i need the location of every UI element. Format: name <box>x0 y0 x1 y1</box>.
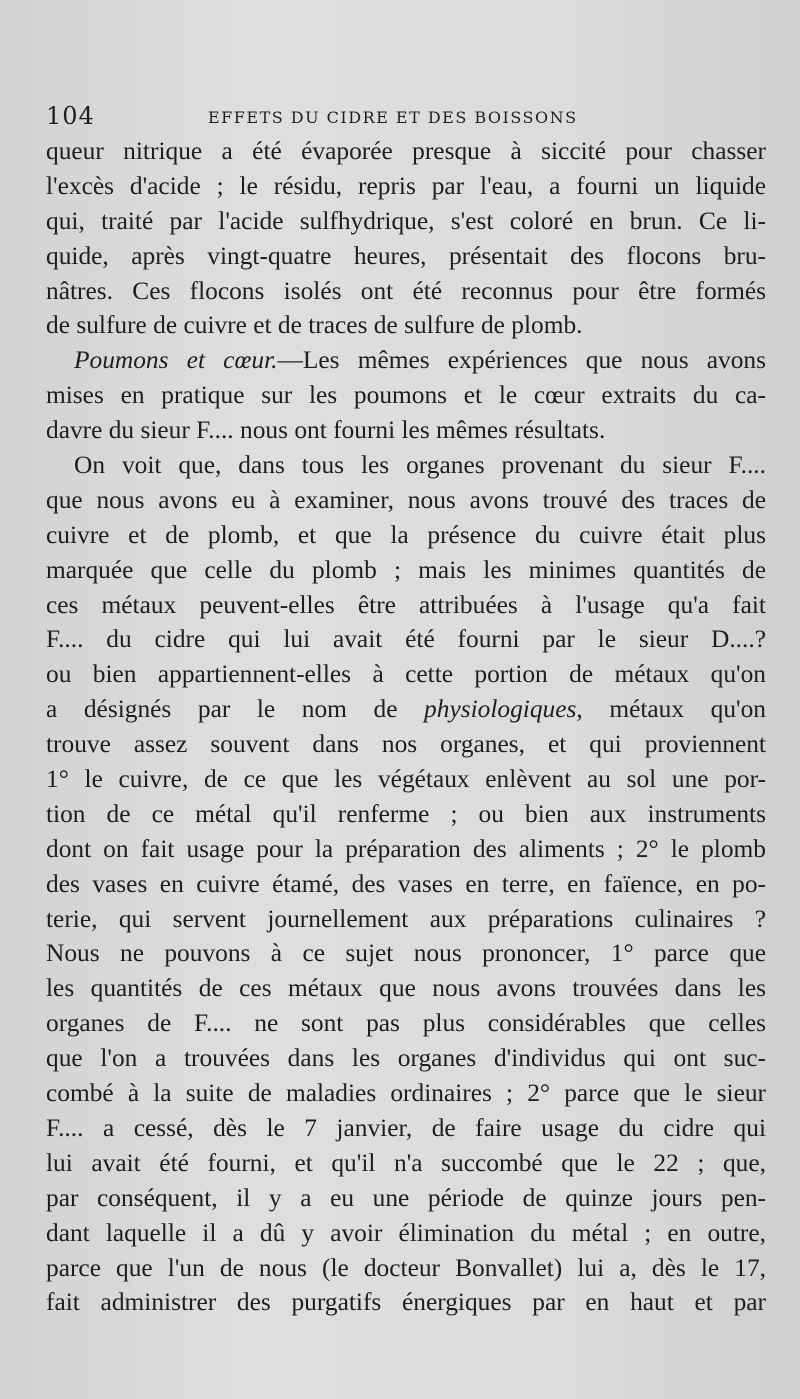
line-text-after: , métaux qu'on <box>576 695 766 724</box>
line-text: fait administrer des purgatifs énergiques par en haut et par <box>46 1288 766 1317</box>
text-line <box>46 1041 766 1076</box>
text-line <box>46 1006 766 1041</box>
text-line <box>46 553 766 588</box>
line-text: queur nitrique a été évaporée presque à siccité pour chasser <box>46 137 766 165</box>
line-text: davre du sieur F.... nous ont fourni les mêmes résultats. <box>46 416 606 445</box>
line-text: ou bien appartiennent-elles à cette portion de métaux qu'on <box>46 660 766 689</box>
text-line <box>46 204 766 239</box>
line-text: marquée que celle du plomb ; mais les minimes quantités de <box>46 555 766 584</box>
text-line <box>46 378 766 413</box>
line-text: terie, qui servent journellement aux préparations culinaires ? <box>46 904 766 933</box>
line-text: organes de F.... ne sont pas plus considérables que celles <box>46 1009 766 1038</box>
line-text: cuivre et de plomb, et que la présence du cuivre était plus <box>46 520 766 549</box>
text-line <box>46 1285 766 1320</box>
text-line <box>46 1146 766 1181</box>
text-line <box>46 902 766 937</box>
line-text: ces métaux peuvent-elles être attribuées à l'usage qu'a fait <box>46 590 766 619</box>
line-text: nâtres. Ces flocons isolés ont été reconnus pour être formés <box>46 276 766 305</box>
line-text: dant laquelle il a dû y avoir élimination du métal ; en outre, <box>46 1218 766 1247</box>
page-number: 104 <box>46 102 95 130</box>
text-line <box>46 762 766 797</box>
text-line <box>46 692 766 727</box>
body-text <box>46 134 766 1320</box>
text-line <box>46 239 766 274</box>
text-line <box>46 134 766 169</box>
line-text: parce que l'un de nous (le docteur Bonvallet) lui a, dès le 17, <box>46 1253 766 1282</box>
text-line <box>46 588 766 623</box>
text-line <box>46 169 766 204</box>
italic-word: physiologiques <box>424 695 577 724</box>
text-line <box>46 727 766 762</box>
italic-heading: Poumons et cœur. <box>74 346 278 375</box>
text-line <box>46 343 766 378</box>
line-text: des vases en cuivre étamé, des vases en terre, en faïence, en po- <box>46 869 766 898</box>
line-text: de sulfure de cuivre et de traces de sulfure de plomb. <box>46 311 583 340</box>
text-line <box>46 413 766 448</box>
line-text: F.... du cidre qui lui avait été fourni par le sieur D....? <box>46 625 766 654</box>
line-text: Nous ne pouvons à ce sujet nous prononcer, 1° parce que <box>46 939 766 968</box>
line-text: que l'on a trouvées dans les organes d'individus qui ont suc- <box>46 1044 766 1073</box>
line-text: dont on fait usage pour la préparation des aliments ; 2° le plomb <box>46 834 766 863</box>
line-text: par conséquent, il y a eu une période de quinze jours pen- <box>46 1183 766 1212</box>
running-head: EFFETS DU CIDRE ET DES BOISSONS <box>208 108 578 127</box>
line-text: a désignés par le nom de <box>46 695 425 724</box>
line-text: combé à la suite de maladies ordinaires ; 2° parce que le sieur <box>46 1079 766 1108</box>
line-text: que nous avons eu à examiner, nous avons trouvé des traces de <box>46 485 766 514</box>
text-line <box>46 971 766 1006</box>
line-text: quide, après vingt-quatre heures, présentait des flocons bru- <box>46 241 766 270</box>
text-line <box>46 1251 766 1286</box>
text-line <box>46 483 766 518</box>
text-line <box>46 936 766 971</box>
text-line <box>46 274 766 309</box>
line-text: 1° le cuivre, de ce que les végétaux enlèvent au sol une por- <box>46 765 766 794</box>
text-line <box>46 1111 766 1146</box>
text-line <box>46 867 766 902</box>
text-line <box>46 308 766 343</box>
line-text: trouve assez souvent dans nos organes, et qui proviennent <box>46 730 766 759</box>
text-line <box>46 1076 766 1111</box>
text-line <box>46 657 766 692</box>
line-text: —Les mêmes expériences que nous avons <box>277 346 766 375</box>
line-text: lui avait été fourni, et qu'il n'a succombé que le 22 ; que, <box>46 1148 766 1177</box>
text-line <box>46 797 766 832</box>
page-header <box>46 100 766 134</box>
text-line <box>46 518 766 553</box>
line-text: mises en pratique sur les poumons et le cœur extraits du ca- <box>46 381 766 410</box>
text-line <box>46 832 766 867</box>
line-text: F.... a cessé, dès le 7 janvier, de faire usage du cidre qui <box>46 1113 766 1142</box>
line-text: l'excès d'acide ; le résidu, repris par l'eau, a fourni un liquide <box>46 171 766 200</box>
text-line <box>46 1181 766 1216</box>
line-text: tion de ce métal qu'il renferme ; ou bien aux instruments <box>46 799 766 828</box>
line-text: les quantités de ces métaux que nous avons trouvées dans les <box>46 974 766 1003</box>
line-text: qui, traité par l'acide sulfhydrique, s'est coloré en brun. Ce li- <box>46 206 766 235</box>
text-line <box>46 448 766 483</box>
line-text: On voit que, dans tous les organes provenant du sieur F.... <box>74 451 766 480</box>
text-line <box>46 622 766 657</box>
text-line <box>46 1216 766 1251</box>
